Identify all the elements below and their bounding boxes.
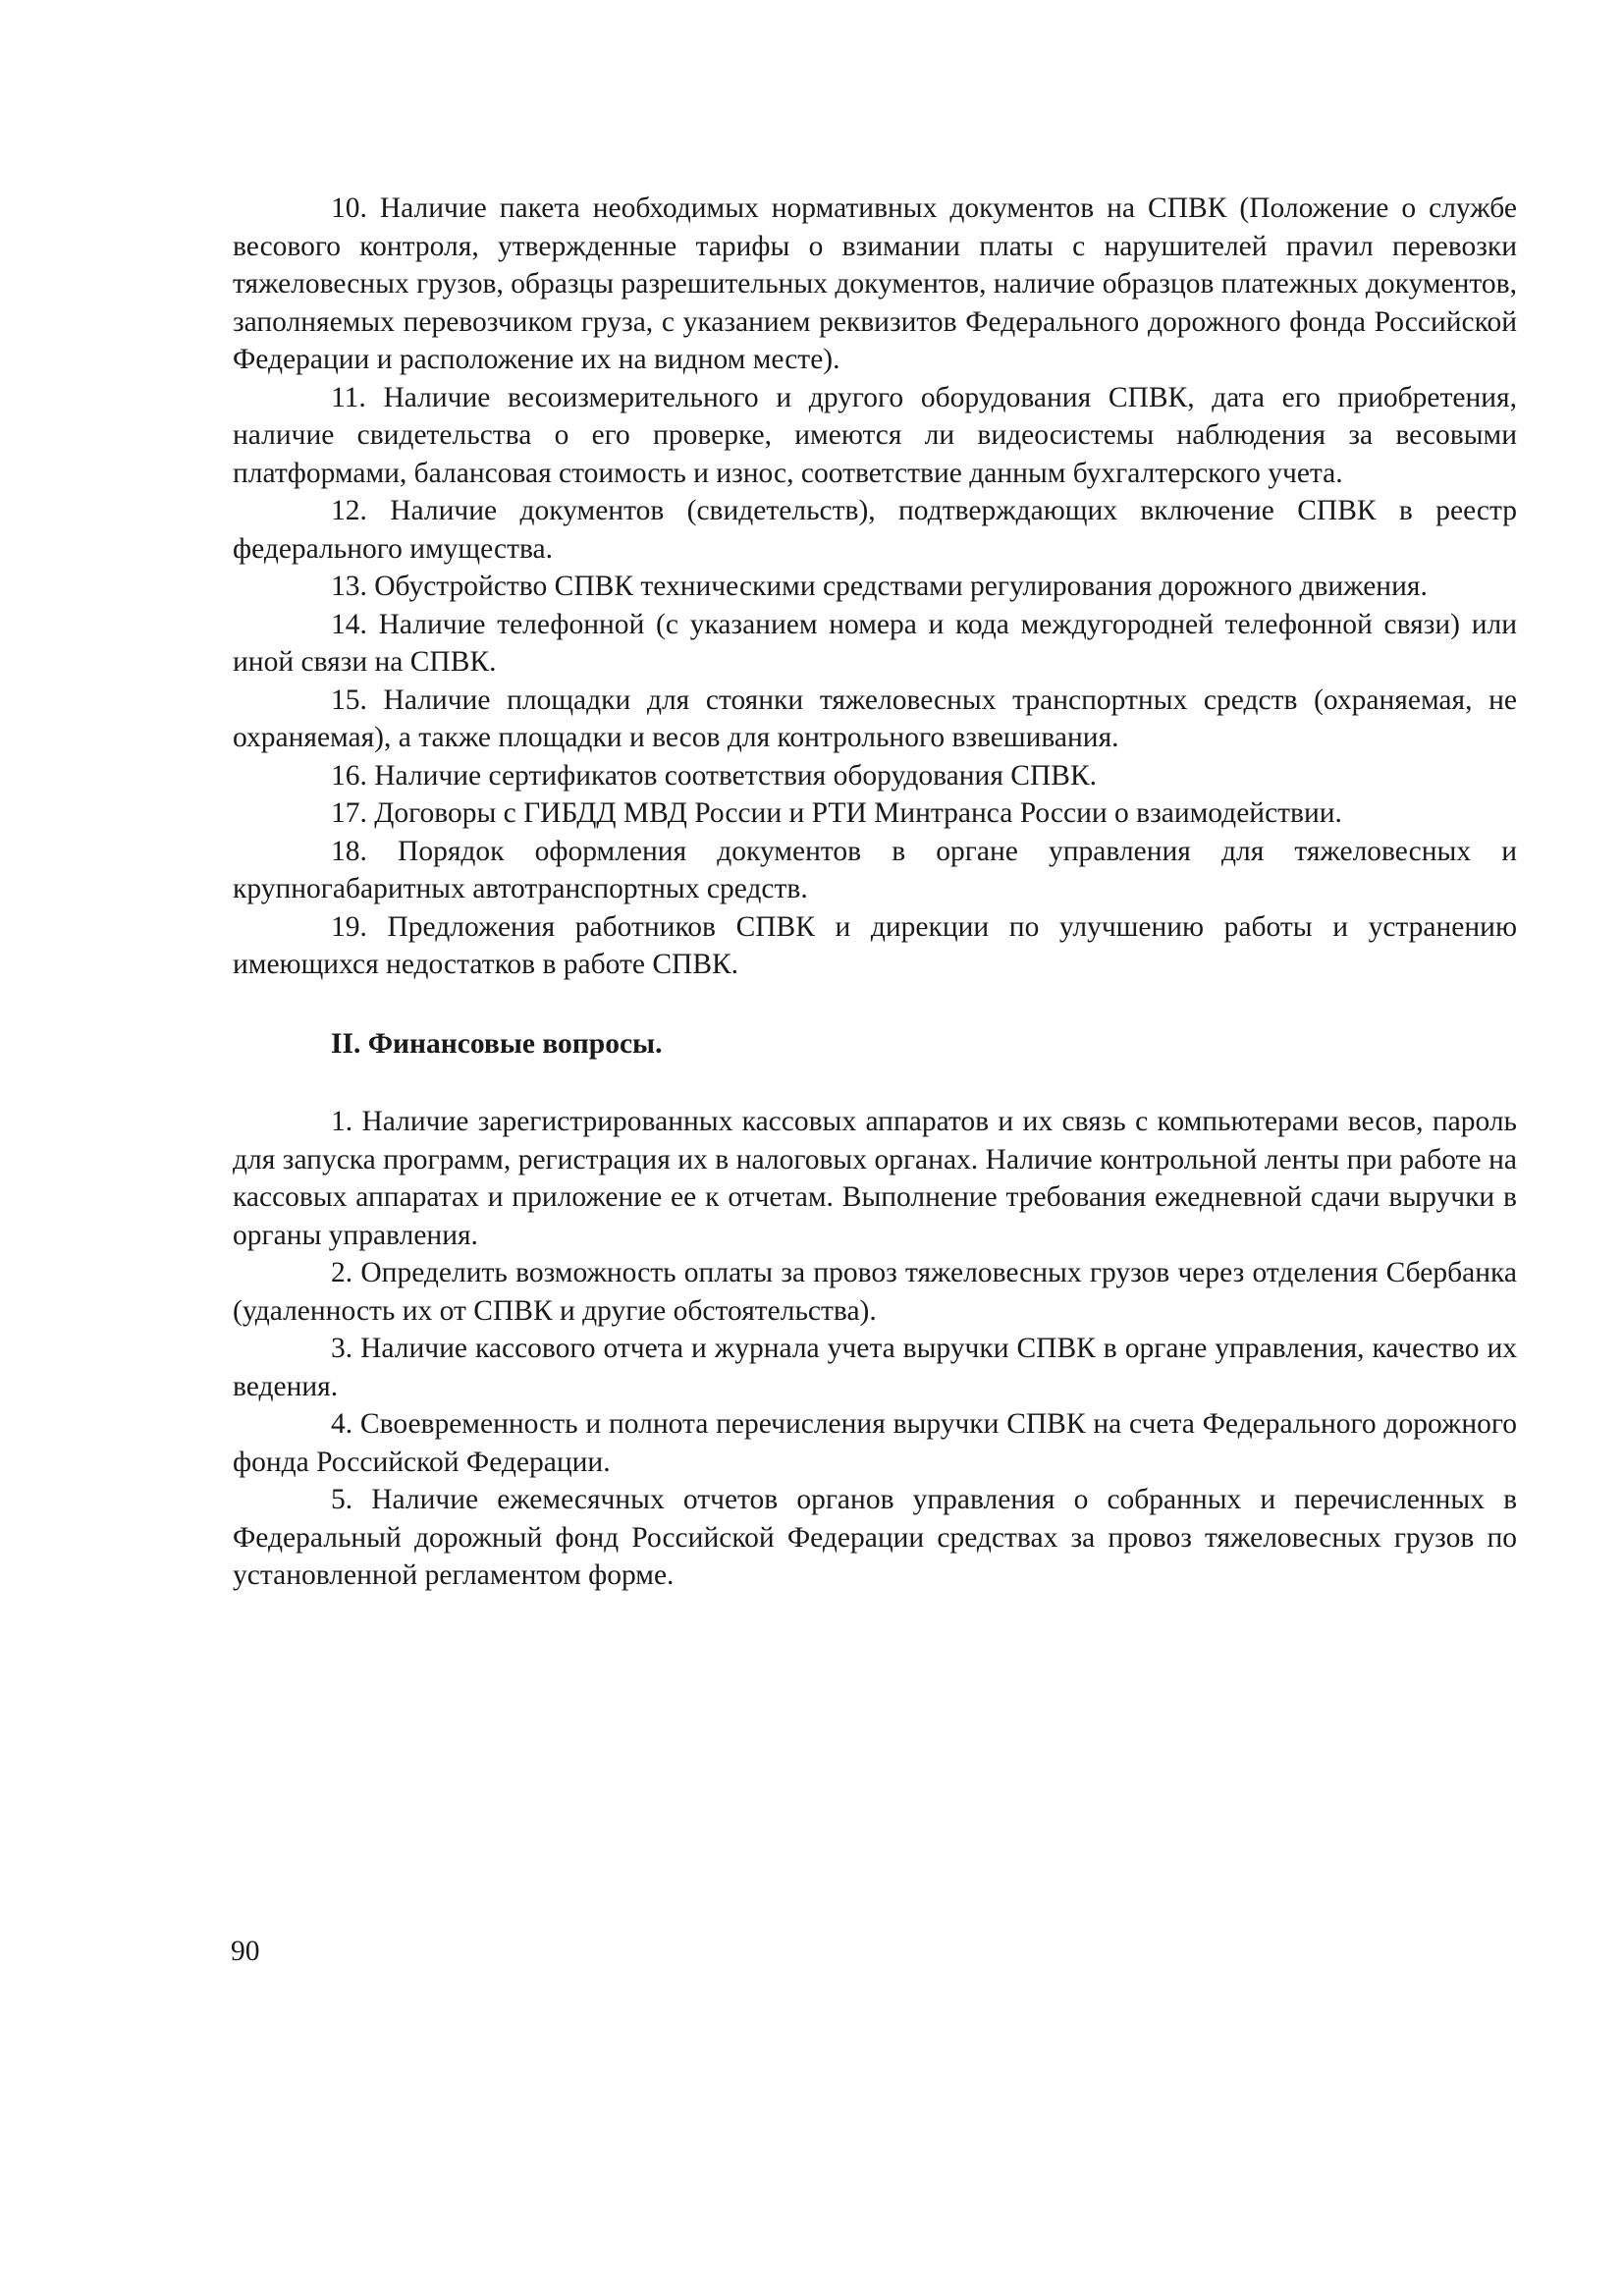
list-item-15: 15. Наличие площадки для стоянки тяжеловесных транспортных средств (охраняемая, не охраняемая), а также площадки и весов для контрольного взвешивания.	[233, 683, 1517, 753]
list-item-17: 17. Договоры с ГИБДД МВД России и РТИ Минтранса России о взаимодействии.	[331, 797, 1342, 829]
list-item-1: 1. Наличие зарегистрированных кассовых аппаратов и их связь с компьютерами весов, пароль для запуска программ, регистрация их в налоговых органах. Наличие контрольной ленты при работе на кассовых аппаратах и приложение ее к отчетам. Выполнение требования ежедневной сдачи выручки в органы управления.	[233, 1106, 1517, 1251]
section-heading-financial: II. Финансовые вопросы.	[331, 1027, 663, 1060]
list-item-2: 2. Определить возможность оплаты за провоз тяжеловесных грузов через отделения Сбербанка (удаленность их от СПВК и другие обстоятельства).	[233, 1257, 1517, 1327]
list-item-4: 4. Своевременность и полнота перечисления выручки СПВК на счета Федерального дорожного фонда Российской Федерации.	[233, 1408, 1517, 1478]
section-2-list	[233, 1103, 1517, 1595]
list-item-14: 14. Наличие телефонной (с указанием номера и кода междугородней телефонной связи) или иной связи на СПВК.	[233, 608, 1517, 678]
list-item-18: 18. Порядок оформления документов в органе управления для тяжеловесных и крупногабаритных автотранспортных средств.	[233, 835, 1517, 904]
list-item-3: 3. Наличие кассового отчета и журнала учета выручки СПВК в органе управления, качество их ведения.	[233, 1333, 1517, 1402]
list-item-16: 16. Наличие сертификатов соответствия оборудования СПВК.	[331, 759, 1097, 792]
page-body	[233, 190, 1517, 1595]
page-number: 90	[231, 1936, 260, 1967]
list-item-11: 11. Наличие весоизмерительного и другого оборудования СПВК, дата его приобретения, наличие свидетельства о его проверке, имеются ли видеосистемы наблюдения за весовыми платформами, балансовая стоимость и износ, соответствие данным бухгалтерского учета.	[233, 381, 1517, 489]
list-item-10: 10. Наличие пакета необходимых нормативных документов на СПВК (Положение о службе весового контроля, утвержденные тарифы о взимании платы с нарушителей праvил перевозки тяжеловесных грузов, образцы разрешительных документов, наличие образцов платежных документов, заполняемых перевозчиком груза, с указанием реквизитов Федерального дорожного фонда Российской Федерации и расположение их на видном месте).	[233, 192, 1517, 375]
list-item-12: 12. Наличие документов (свидетельств), подтверждающих включение СПВК в реестр федерального имущества.	[233, 495, 1517, 565]
list-item-13: 13. Обустройство СПВК техническими средствами регулирования дорожного движения.	[331, 571, 1428, 602]
list-item-19: 19. Предложения работников СПВК и дирекции по улучшению работы и устранению имеющихся недостатков в работе СПВК.	[233, 910, 1517, 980]
section-1-list	[233, 190, 1517, 984]
list-item-5: 5. Наличие ежемесячных отчетов органов управления о собранных и перечисленных в Федеральный дорожный фонд Российской Федерации средствах за провоз тяжеловесных грузов по установленной регламентом форме.	[233, 1484, 1517, 1591]
